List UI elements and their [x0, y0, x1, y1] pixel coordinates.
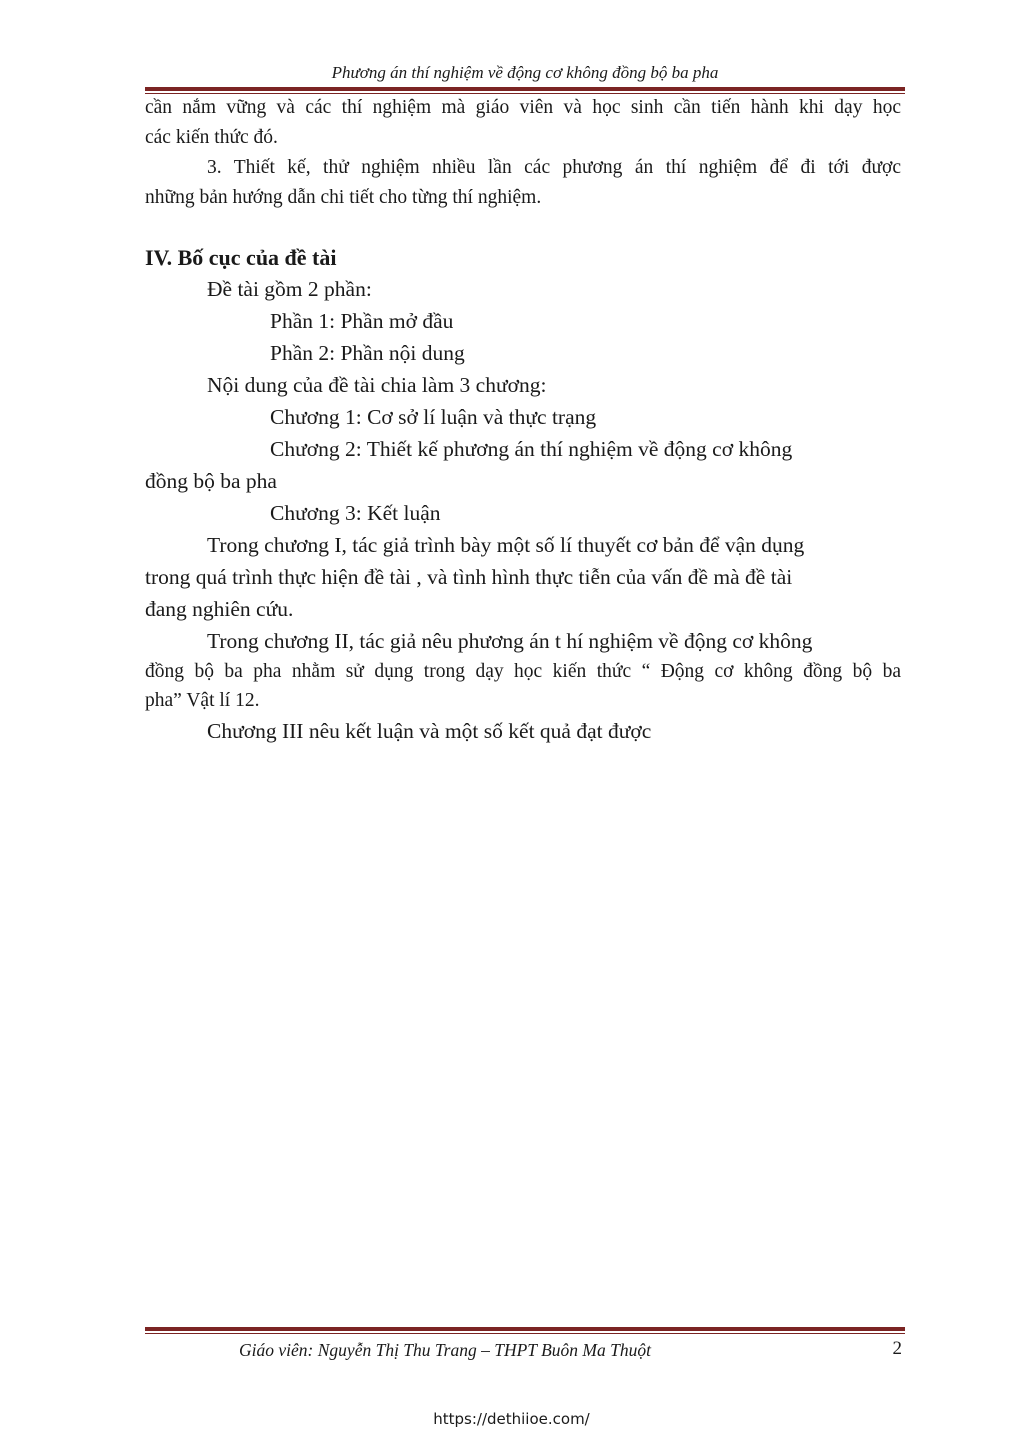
header-rule	[145, 87, 905, 94]
chapter-2-line-1: Chương 2: Thiết kế phương án thí nghiệm về động cơ không	[270, 437, 793, 461]
chapter-2-line-2: đồng bộ ba pha	[145, 469, 277, 493]
ch2-desc-line-3: pha” Vật lí 12.	[145, 690, 260, 711]
ch2-desc-line-2: đồng bộ ba pha nhằm sử dụng trong dạy học kiến thức “ Động cơ không đồng bộ ba	[145, 661, 901, 682]
section-heading: IV. Bố cục của đề tài	[145, 245, 337, 270]
item3-line-2: những bản hướng dẫn chi tiết cho từng thí nghiệm.	[145, 187, 542, 208]
intro-line-1: cần nắm vững và các thí nghiệm mà giáo viên và học sinh cần tiến hành khi dạy học	[145, 97, 901, 118]
chapters-intro: Nội dung của đề tài chia làm 3 chương:	[207, 373, 547, 397]
running-header: Phương án thí nghiệm về động cơ không đồng bộ ba pha	[331, 63, 719, 82]
footer-author: Giáo viên: Nguyễn Thị Thu Trang – THPT Buôn Ma Thuột	[239, 1340, 651, 1360]
part-2: Phần 2: Phần nội dung	[270, 341, 465, 365]
part-1: Phần 1: Phần mở đầu	[270, 309, 454, 333]
ch2-desc-line-1: Trong chương II, tác giả nêu phương án t hí nghiệm về động cơ không	[207, 629, 813, 653]
ch3-desc: Chương III nêu kết luận và một số kết quả đạt được	[207, 719, 652, 743]
item3-line-1: 3. Thiết kế, thử nghiệm nhiều lần các phương án thí nghiệm để đi tới được	[207, 157, 901, 178]
parts-intro: Đề tài gồm 2 phần:	[207, 277, 372, 301]
chapter-3: Chương 3: Kết luận	[270, 501, 441, 525]
page-number: 2	[892, 1338, 902, 1359]
chapter-1: Chương 1: Cơ sở lí luận và thực trạng	[270, 405, 597, 429]
footer-rule	[145, 1327, 905, 1334]
ch1-desc-line-2: trong quá trình thực hiện đề tài , và tình hình thực tiễn của vấn đề mà đề tài	[145, 565, 793, 589]
source-url: https://dethiioe.com/	[433, 1410, 590, 1428]
intro-line-2: các kiến thức đó.	[145, 127, 278, 148]
ch1-desc-line-1: Trong chương I, tác giả trình bày một số lí thuyết cơ bản để vận dụng	[207, 533, 805, 557]
ch1-desc-line-3: đang nghiên cứu.	[145, 597, 294, 621]
